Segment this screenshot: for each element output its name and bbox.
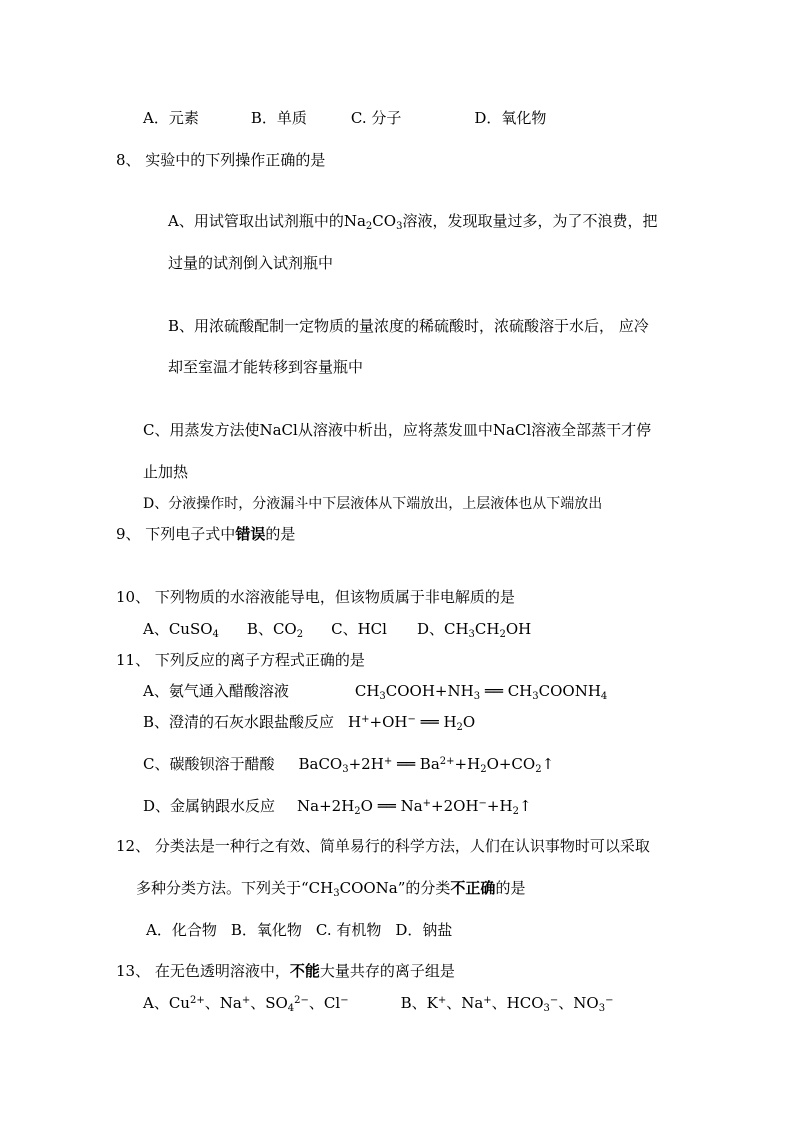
- q10-options: [143, 619, 531, 639]
- q12-option-d: D．钠盐: [395, 921, 453, 939]
- q11-option-a: A、氨气通入醋酸溶液 $CH_3COOH+NH_3$ ══ $CH_3COONH_4$: [143, 682, 608, 702]
- q8-stem: 8、 实验中的下列操作正确的是: [116, 151, 326, 169]
- q12-option-c: C. 有机物: [315, 921, 382, 939]
- q11-option-b-equation: H++OH− ══ $H_2O$: [348, 713, 476, 733]
- q13-option-b: B、K+、Na+、$HCO_3^-$、$NO_3^-$: [400, 994, 614, 1014]
- q8-option-d: D、分液操作时，分液漏斗中下层液体从下端放出，上层液体也从下端放出: [143, 496, 603, 512]
- q12-stem-line1: 12、 分类法是一种行之有效、简单易行的科学方法，人们在认识事物时可以采取: [116, 837, 650, 855]
- q10-option-c: C、HCl: [331, 620, 387, 638]
- q11-option-b: B、澄清的石灰水跟盐酸反应 H++OH− ══ $H_2O$: [143, 713, 476, 733]
- q8-option-a-line1: A、用试管取出试剂瓶中的$Na_2CO_3$溶液，发现取量过多，为了不浪费，把: [168, 212, 658, 232]
- q10-option-d: D、$CH_3CH_2OH$: [416, 620, 532, 640]
- q11-option-a-equation: $CH_3COOH+NH_3$ ══ $CH_3COONH_4$: [354, 682, 608, 702]
- q10-option-b: B、$CO_2$: [246, 620, 304, 640]
- q12-option-a: A．化合物: [146, 921, 217, 939]
- q7-option-b: B．单质: [250, 109, 307, 127]
- q11-option-c: C、碳酸钡溶于醋酸 BaCO$_3$+2H+ ══ $Ba^{2+}+H_2O+CO_2↑$: [143, 755, 555, 775]
- q11-option-d-equation: $Na+2H_2O$ ══ $Na^++2OH^-+H_2↑$: [297, 797, 532, 817]
- q13-option-a: A、$Cu^{2+}$、Na+、$SO_4^{2-}$、Cl−: [143, 994, 349, 1014]
- q11-option-c-equation: BaCO$_3$+2H+ ══ $Ba^{2+}+H_2O+CO_2↑$: [298, 755, 555, 775]
- q8-option-b-line1: B、用浓硫酸配制一定物质的量浓度的稀硫酸时，浓硫酸溶于水后， 应冷: [168, 317, 649, 335]
- q8-option-b-line2: 却至室温才能转移到容量瓶中: [168, 358, 364, 376]
- q7-options: [143, 108, 546, 128]
- q8-option-c-line2: 止加热: [143, 463, 189, 481]
- q7-option-c: C. 分子: [350, 109, 402, 127]
- q8-option-c-line1: C、用蒸发方法使NaCl从溶液中析出，应将蒸发皿中NaCl溶液全部蒸干才停: [143, 421, 652, 439]
- q12-option-b: B．氧化物: [230, 921, 302, 939]
- q7-option-a: A．元素: [143, 109, 199, 127]
- q7-option-d: D．氧化物: [474, 109, 547, 127]
- q13-options: [143, 993, 614, 1013]
- q10-option-a: A、CuSO$_4$: [143, 620, 219, 640]
- q11-option-d: D、金属钠跟水反应 $Na+2H_2O$ ══ $Na^++2OH^-+H_2↑$: [143, 797, 532, 817]
- q9-stem: 9、 下列电子式中错误的是: [116, 525, 296, 543]
- q13-stem: 13、 在无色透明溶液中，不能大量共存的离子组是: [116, 962, 455, 980]
- q8-option-a-line2: 过量的试剂倒入试剂瓶中: [168, 254, 334, 272]
- q11-stem: 11、 下列反应的离子方程式正确的是: [116, 651, 365, 669]
- q12-stem-line2: 多种分类方法。下列关于“$CH_3COONa$”的分类不正确的是: [136, 879, 526, 899]
- q12-options: [146, 920, 452, 940]
- q10-stem: 10、 下列物质的水溶液能导电，但该物质属于非电解质的是: [116, 588, 515, 606]
